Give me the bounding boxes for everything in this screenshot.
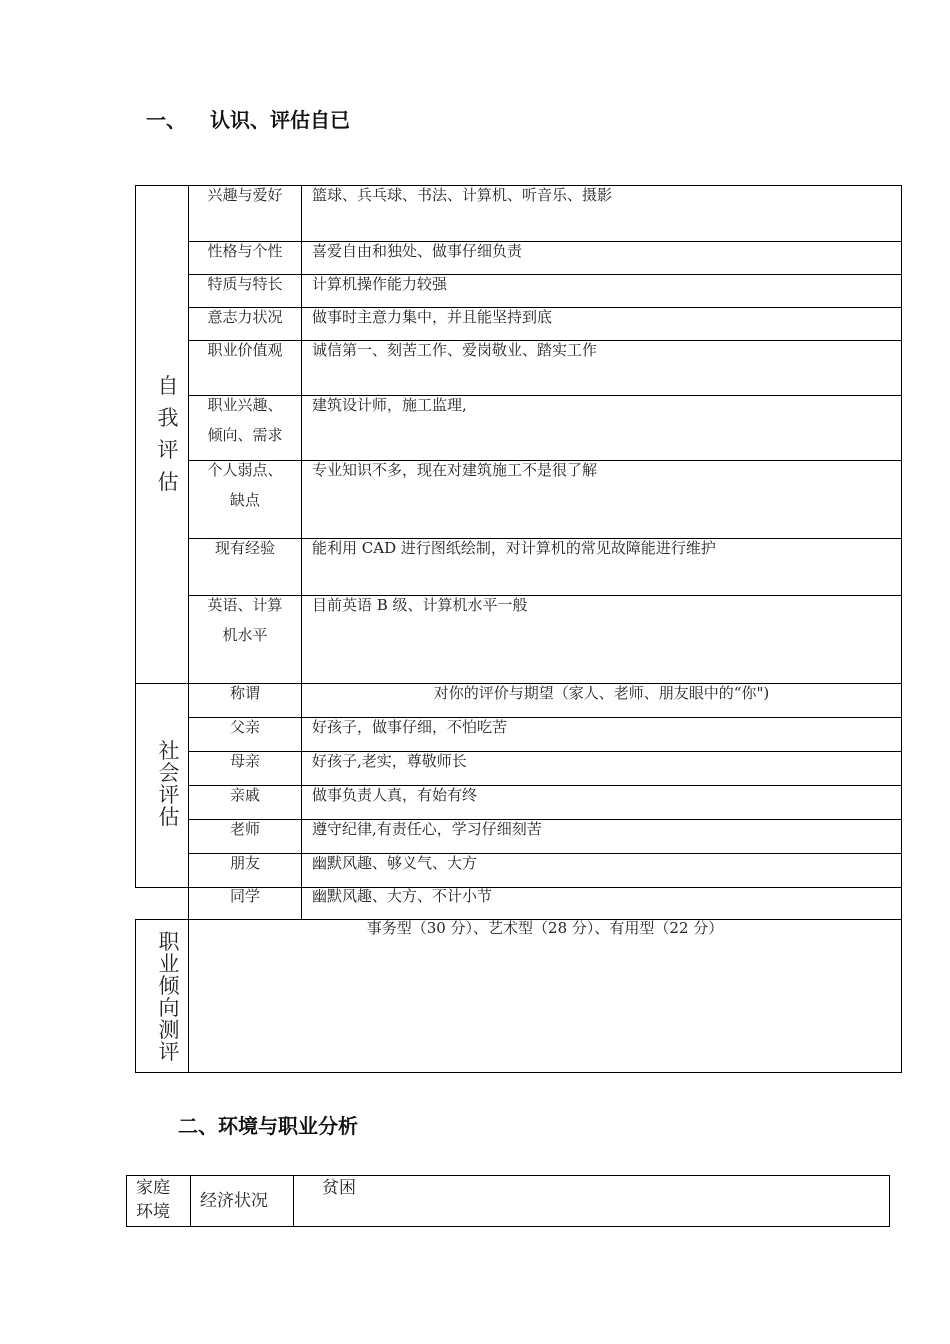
social-value-relatives: 做事负责人真，有始有终 (312, 786, 478, 804)
social-value-teacher: 遵守纪律,有责任心，学习仔细刻苦 (312, 820, 542, 838)
social-header-key: 称谓 (229, 684, 260, 702)
row-value-career-interests: 建筑设计师，施工监理, (312, 396, 467, 414)
social-header-value: 对你的评价与期望（家人、老师、朋友眼中的“你") (433, 684, 770, 702)
social-key-father: 父亲 (229, 718, 260, 736)
career-tendency-label: 职 业 倾 向 测 评 (158, 930, 180, 1064)
env-value-economic: 贫困 (322, 1178, 356, 1198)
row-key-weaknesses: 个人弱点、 缺点 (207, 461, 283, 509)
social-assessment-label: 社 会 评 估 (158, 739, 180, 829)
section-1-number: 一、 (146, 108, 186, 132)
section-1-heading (146, 104, 350, 133)
social-key-relatives: 亲戚 (229, 786, 260, 804)
row-value-interests: 篮球、兵乓球、书法、计算机、听音乐、摄影 (312, 186, 613, 204)
social-key-classmates: 同学 (229, 887, 260, 905)
row-value-english-computer: 目前英语 B 级、计算机水平一般 (312, 596, 528, 614)
social-value-father: 好孩子，做事仔细，不怕吃苦 (312, 718, 508, 736)
row-key-english-computer: 英语、计算 机水平 (207, 596, 283, 644)
env-group-label: 家庭 环境 (136, 1178, 170, 1222)
row-value-experience: 能利用 CAD 进行图纸绘制，对计算机的常见故障能进行维护 (312, 539, 716, 557)
row-key-strengths: 特质与特长 (207, 275, 283, 293)
row-key-experience: 现有经验 (214, 539, 275, 557)
row-value-willpower: 做事时主意力集中，并且能坚持到底 (312, 308, 553, 326)
social-key-friends: 朋友 (229, 854, 260, 872)
row-value-weaknesses: 专业知识不多，现在对建筑施工不是很了解 (312, 461, 598, 479)
social-key-teacher: 老师 (229, 820, 260, 838)
social-value-classmates: 幽默风趣、大方、不计小节 (312, 887, 493, 905)
row-key-career-values: 职业价值观 (207, 341, 283, 359)
row-key-career-interests: 职业兴趣、 倾向、需求 (207, 396, 283, 444)
row-key-interests: 兴趣与爱好 (207, 186, 283, 204)
social-value-mother: 好孩子,老实，尊敬师长 (312, 752, 467, 770)
env-key-economic: 经济状况 (200, 1191, 268, 1211)
row-value-career-values: 诚信第一、刻苦工作、爱岗敬业、踏实工作 (312, 341, 598, 359)
social-value-friends: 幽默风趣、够义气、大方 (312, 854, 478, 872)
row-key-willpower: 意志力状况 (207, 308, 283, 326)
career-tendency-result: 事务型（30 分）、艺术型（28 分）、有用型（22 分） (366, 919, 724, 937)
row-key-personality: 性格与个性 (207, 242, 283, 260)
self-assessment-label: 自 我 评 估 (157, 374, 179, 494)
row-value-strengths: 计算机操作能力较强 (312, 275, 448, 293)
section-2-heading: 二、环境与职业分析 (178, 1114, 358, 1138)
section-1-title: 认识、评估自已 (210, 108, 350, 132)
row-value-personality: 喜爱自由和独处、做事仔细负责 (312, 242, 523, 260)
social-key-mother: 母亲 (229, 752, 260, 770)
